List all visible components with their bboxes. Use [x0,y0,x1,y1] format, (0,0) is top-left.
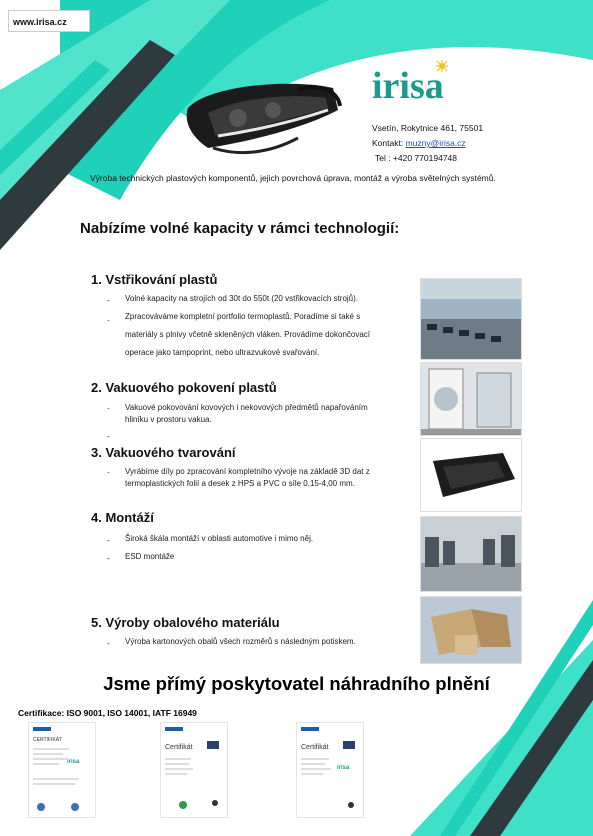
section-title-vacuum-forming: 3. Vakuového tvarování [91,445,236,460]
certificate-thumbnail-3[interactable] [296,722,364,818]
headlight-image [178,78,348,160]
contact-line [372,136,483,151]
section-2-bullet-1: Vakuové pokovování kovových i nekovových předmětů napařováním hliníku v prostoru vakua. [125,403,368,424]
certificate-thumbnail-1[interactable] [28,722,96,818]
certificate-document-icon [161,723,227,817]
phone: Tel : +420 770194748 [375,153,458,163]
section-1-bullet-1: Volné kapacity na strojích od 30t do 550t (20 vstřikovacích strojů). [125,294,359,303]
assembly-hall-photo [420,516,522,592]
bullet-dash: - [107,468,110,477]
certifications-label: Certifikace: ISO 9001, ISO 14001, IATF 16949 [18,708,197,718]
svg-text:irisa: irisa [337,765,350,771]
contact-block [372,121,483,166]
section-title-assembly: 4. Montáží [91,510,154,525]
svg-text:CERTIFIKÁT: CERTIFIKÁT [33,737,63,743]
vacuum-formed-tray-photo [420,438,522,512]
svg-text:Certifikát: Certifikát [165,744,193,751]
injection-molding-photo [420,278,522,360]
page-heading: Nabízíme volné kapacity v rámci technologií: [80,220,400,237]
irisa-logo [370,58,530,104]
bullet-dash: - [107,316,110,325]
logo-text: irisa [372,65,444,104]
svg-text:irisa: irisa [67,759,80,765]
certificate-document-icon [29,723,95,817]
vacuum-metallization-photo [420,362,522,436]
sun-icon [370,58,530,104]
contact-label: Kontakt: [372,138,404,148]
section-5-bullet-1: Výroba kartonových obalů všech rozměrů s následným potiskem. [125,637,356,646]
section-4-bullet-1: Široká škála montáží v oblasti automotive i mimo něj. [125,534,314,543]
section-title-packaging: 5. Výroby obalového materiálu [91,615,280,630]
bullet-dash: - [107,296,110,305]
section-4-bullet-2: ESD montáže [125,552,175,561]
bullet-dash: - [107,639,110,648]
bullet-dash: - [107,432,110,441]
section-1-bullet-2: Zpracováváme kompletní portfolio termoplastů. Poradíme si také s materiály s plnivy včetně skleněných vláken. Provádíme dokončovací operace jako tampoprint, nebo ultrazvukové svařování. [125,312,371,357]
certificate-document-icon [297,723,363,817]
section-3-bullet-1: Vyrábíme díly po zpracování kompletního vývoje na základě 3D dat z termoplastických folií a desek z HPS a PVC o síle 0,15-4,00 mm. [125,467,370,488]
website-url[interactable]: www.irisa.cz [8,10,90,32]
section-title-vacuum-metallization: 2. Vakuového pokovení plastů [91,380,277,395]
address: Vsetín, Rokytnice 461, 75501 [372,123,484,133]
cardboard-packaging-photo [420,596,522,664]
substitute-performance-claim: Jsme přímý poskytovatel náhradního plnění [103,673,490,694]
bullet-dash: - [107,554,110,563]
bullet-dash: - [107,536,110,545]
section-title-injection-molding: 1. Vstřikování plastů [91,272,218,287]
certificate-thumbnail-2[interactable] [160,722,228,818]
bullet-dash: - [107,404,110,413]
email-link[interactable]: muzny@irisa.cz [405,138,466,148]
tagline: Výroba technických plastových komponentů, jejich povrchová úprava, montáž a výroba světelných systémů. [90,173,496,183]
svg-text:Certifikát: Certifikát [301,744,329,751]
